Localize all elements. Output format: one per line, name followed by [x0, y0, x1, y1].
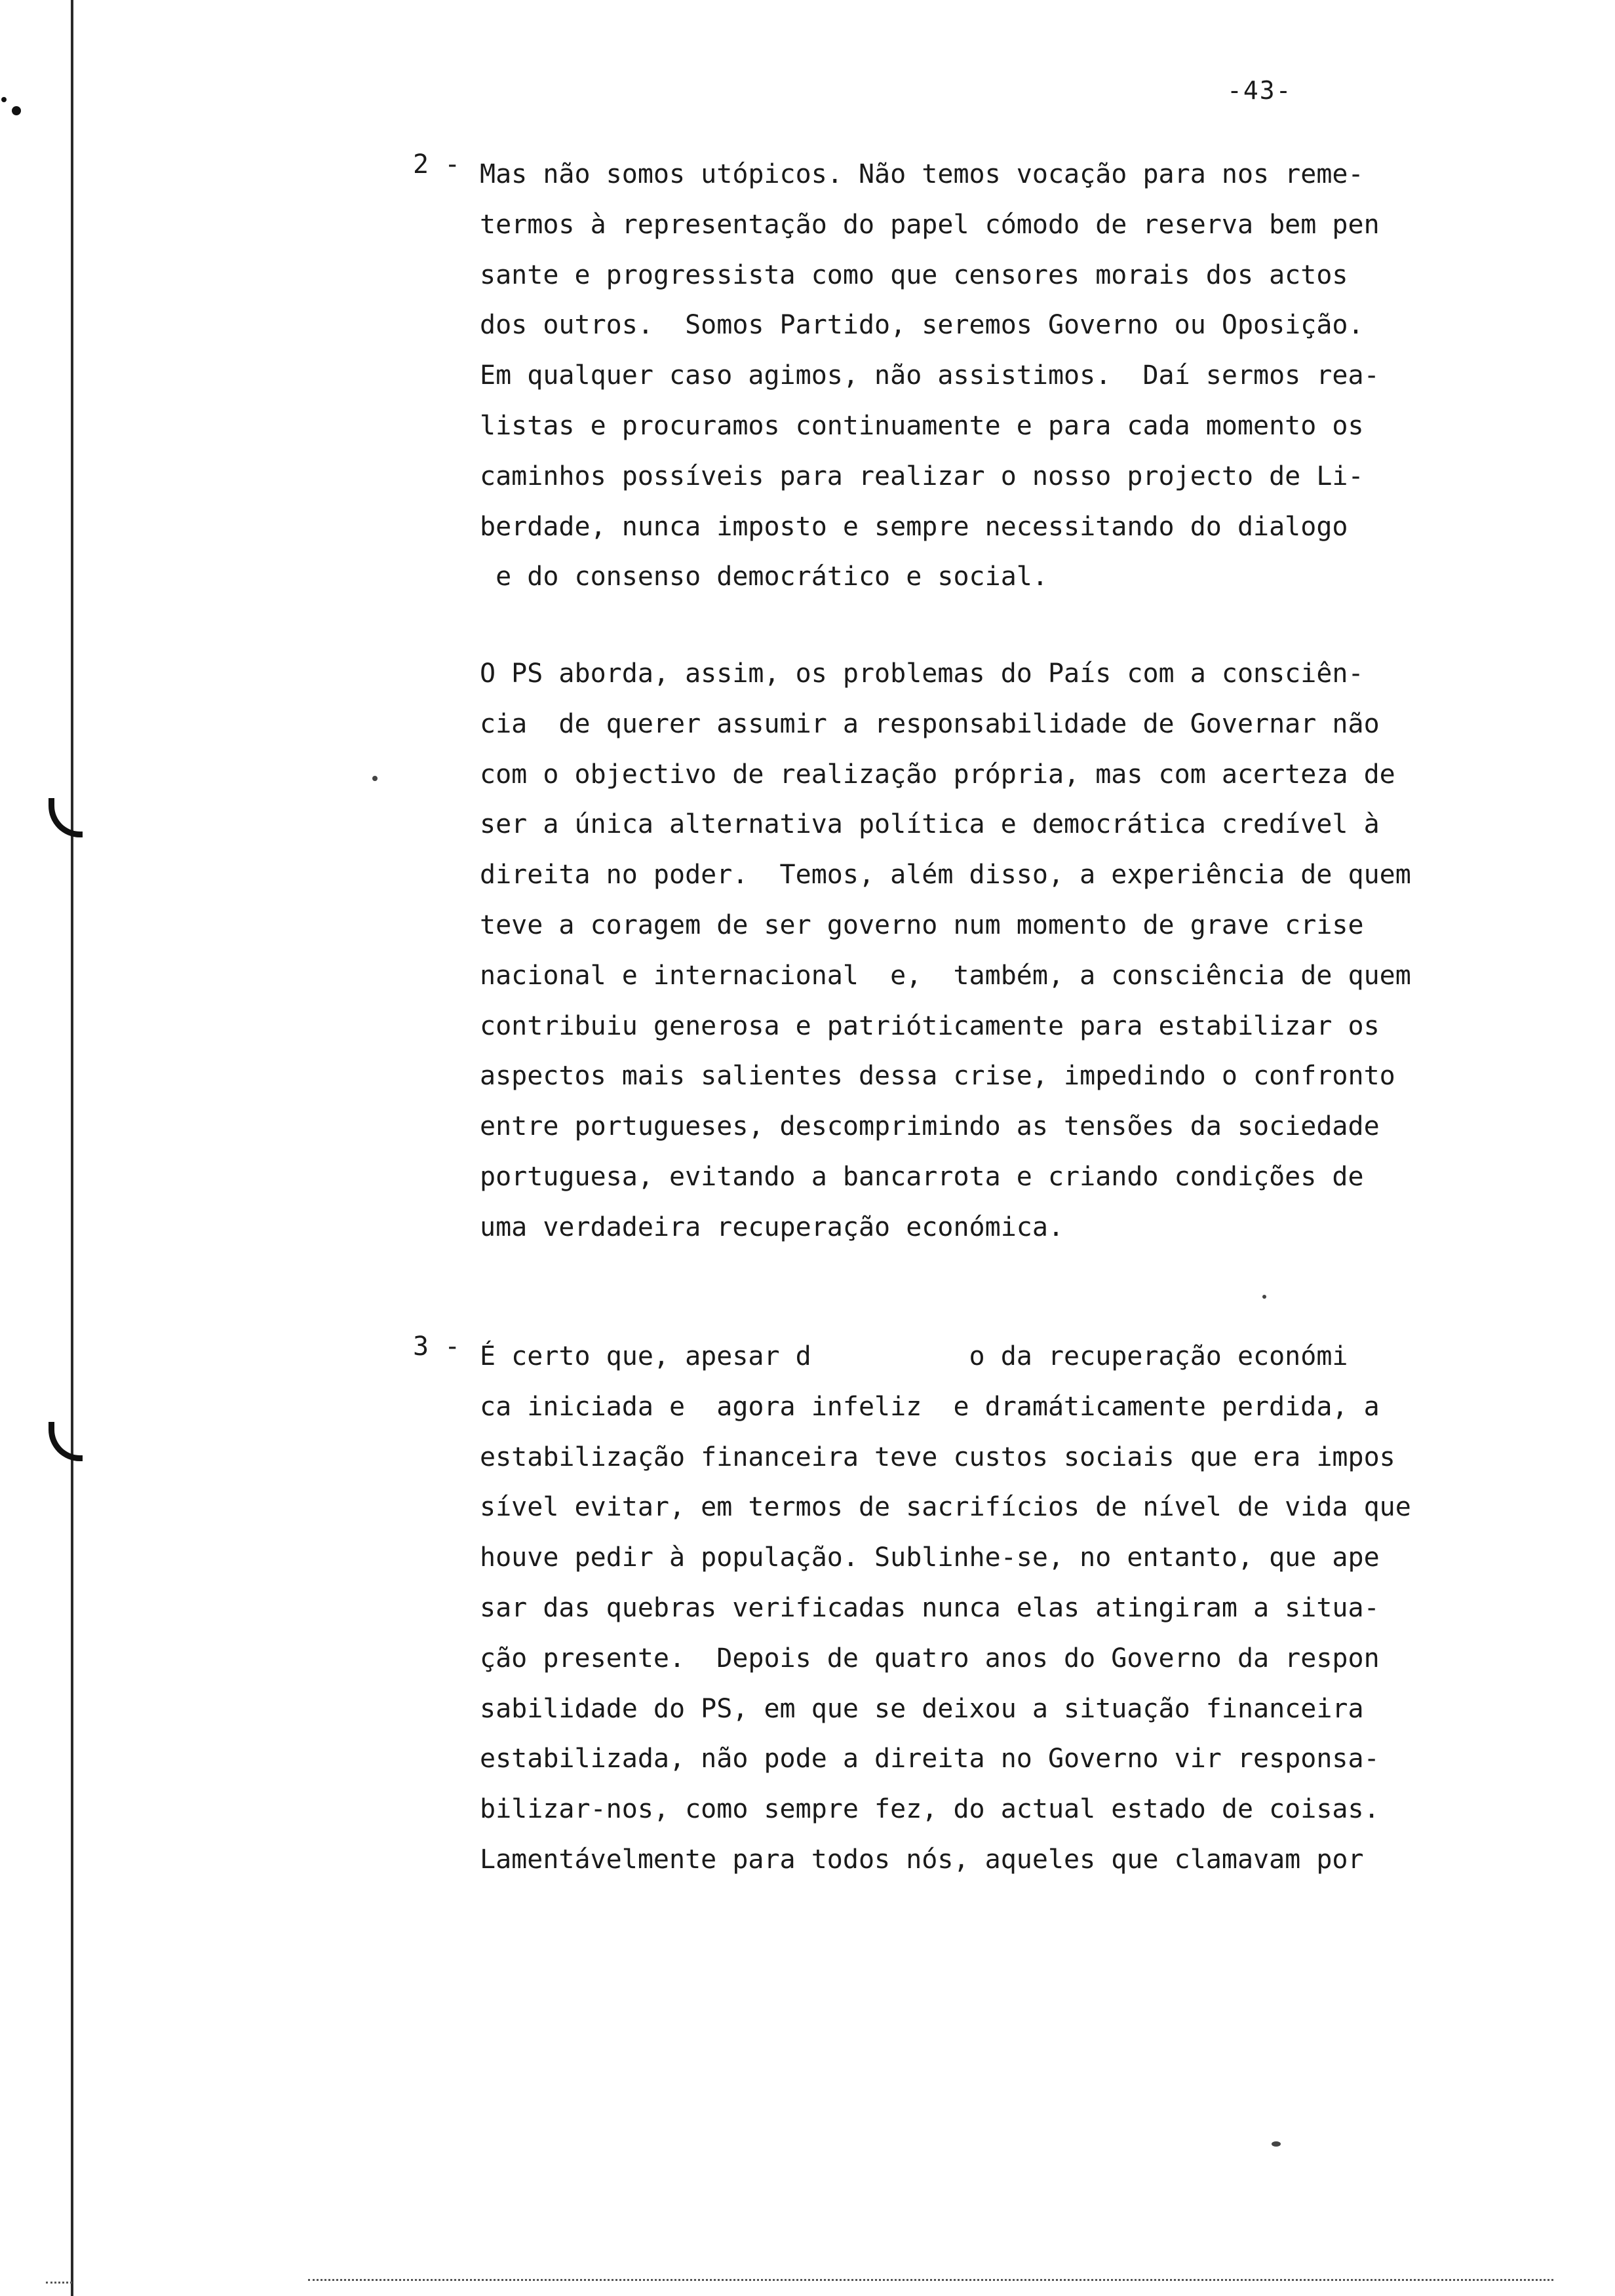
text-line: termos à representação do papel cómodo de reserva bem pen	[480, 209, 1380, 240]
text-line: listas e procuramos continuamente e para cada momento os	[480, 410, 1364, 441]
text-line: caminhos possíveis para realizar o nosso projecto de Li-	[480, 461, 1364, 491]
text-line: sar das quebras verificadas nunca elas atingiram a situa-	[480, 1592, 1380, 1623]
page-number: -43-	[1227, 76, 1293, 105]
text-line: e do consenso democrático e social.	[480, 562, 1048, 592]
text-line: estabilizada, não pode a direita no Governo vir responsa-	[480, 1744, 1380, 1774]
section-3-paragraph	[480, 1331, 1476, 1885]
scan-speck	[1, 97, 7, 102]
text-line: ca iniciada e agora infeliz e dramáticamente perdida, a	[480, 1391, 1380, 1422]
text-line: com o objectivo de realização própria, mas com acerteza de	[480, 759, 1395, 790]
text-line: direita no poder. Temos, além disso, a experiência de quem	[480, 860, 1411, 890]
text-line: sabilidade do PS, em que se deixou a situação financeira	[480, 1693, 1364, 1724]
text-line: aspectos mais salientes dessa crise, impedindo o confronto	[480, 1061, 1395, 1092]
text-line: Em qualquer caso agimos, não assistimos. Daí sermos rea-	[480, 360, 1380, 391]
scan-speck	[1262, 1295, 1266, 1299]
text-line: bilizar-nos, como sempre fez, do actual estado de coisas.	[480, 1794, 1380, 1825]
text-line: Mas não somos utópicos. Não temos vocação para nos reme-	[480, 159, 1364, 189]
text-line: cia de querer assumir a responsabilidade de Governar não	[480, 708, 1380, 739]
text-line: dos outros. Somos Partido, seremos Governo ou Oposição.	[480, 310, 1364, 341]
scan-speck	[1272, 2141, 1281, 2147]
text-line: É certo que, apesar d o da recuperação económi	[480, 1341, 1348, 1371]
section-2-continuation-paragraph	[480, 649, 1476, 1253]
text-line: Lamentávelmente para todos nós, aqueles que clamavam por	[480, 1844, 1364, 1875]
section-number: 2 -	[413, 149, 461, 180]
text-line: uma verdadeira recuperação económica.	[480, 1212, 1064, 1242]
section-2-paragraph	[480, 149, 1476, 602]
binding-edge-line	[71, 0, 73, 2296]
scan-speck	[12, 106, 21, 115]
bottom-dotted-rule	[308, 2279, 1553, 2281]
text-line: entre portugueses, descomprimindo as tensões da sociedade	[480, 1111, 1380, 1142]
section-number: 3 -	[413, 1331, 461, 1362]
bottom-dotted-rule	[46, 2282, 72, 2284]
punch-hole-mark	[49, 798, 83, 837]
text-line: portuguesa, evitando a bancarrota e criando condições de	[480, 1161, 1364, 1192]
text-line: contribuiu generosa e patrióticamente para estabilizar os	[480, 1010, 1380, 1041]
text-line: nacional e internacional e, também, a consciência de quem	[480, 960, 1411, 991]
text-line: ser a única alternativa política e democrática credível à	[480, 809, 1380, 840]
text-line: estabilização financeira teve custos sociais que era impos	[480, 1442, 1395, 1472]
text-line: sante e progressista como que censores morais dos actos	[480, 259, 1348, 290]
text-line: sível evitar, em termos de sacrifícios de nível de vida que	[480, 1492, 1411, 1523]
text-line: berdade, nunca imposto e sempre necessitando do dialogo	[480, 511, 1348, 542]
text-line: teve a coragem de ser governo num momento de grave crise	[480, 909, 1364, 940]
text-line: houve pedir à população. Sublinhe-se, no entanto, que ape	[480, 1542, 1380, 1573]
text-line: O PS aborda, assim, os problemas do País com a consciên-	[480, 659, 1364, 689]
text-line: ção presente. Depois de quatro anos do Governo da respon	[480, 1643, 1380, 1674]
punch-hole-mark	[49, 1422, 83, 1461]
scan-speck	[372, 776, 378, 781]
